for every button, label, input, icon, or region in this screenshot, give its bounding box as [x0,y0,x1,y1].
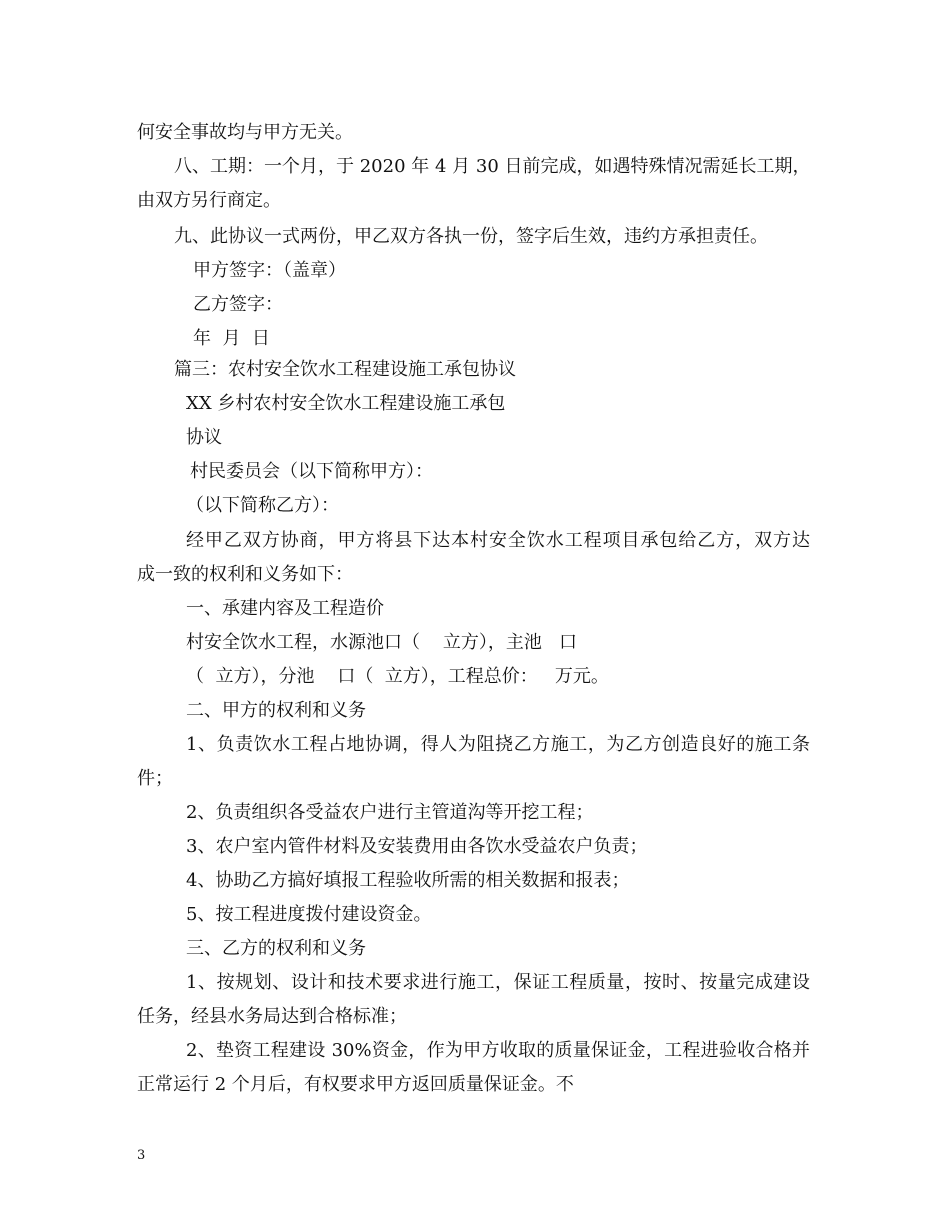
text-line: （ 立方），分池 口（ 立方），工程总价： 万元。 [186,666,609,687]
text-line: 成一致的权利和义务如下： [137,564,353,585]
text-line: 九、此协议一式两份，甲乙双方各执一份，签字后生效，违约方承担责任。 [174,226,768,247]
text-line: 何安全事故均与甲方无关。 [137,122,353,143]
text-line: 乙方签字： [193,294,283,315]
text-line: 4、协助乙方搞好填报工程验收所需的相关数据和报表； [186,870,630,891]
text-line: 3、农户室内管件材料及安装费用由各饮水受益农户负责； [186,836,648,857]
page-number: 3 [137,1148,146,1163]
section-heading: 篇三：农村安全饮水工程建设施工承包协议 [174,359,516,380]
text-line: 任务，经县水务局达到合格标准； [137,1006,407,1027]
text-line: 村安全饮水工程，水源池口（ 立方），主池 口 [186,632,578,653]
text-line: 5、按工程进度拨付建设资金。 [186,904,432,925]
text-line: （以下简称乙方）： [186,495,339,516]
text-line: 八、工期：一个月，于 2020 年 4 月 30 日前完成，如遇特殊情况需延长工期， [174,156,811,177]
text-line: 三、乙方的权利和义务 [186,938,366,959]
text-line: 甲方签字：（盖章） [193,260,346,281]
text-line: 经甲乙双方协商，甲方将县下达本村安全饮水工程项目承包给乙方，双方达 [186,530,810,551]
text-line: 2、垫资工程建设 30%资金，作为甲方收取的质量保证金，工程进验收合格并 [186,1040,810,1061]
text-line: 件； [137,768,173,789]
text-line: 1、按规划、设计和技术要求进行施工，保证工程质量，按时、按量完成建设 [186,972,810,993]
text-line: 一、承建内容及工程造价 [186,598,384,619]
text-line: 1、负责饮水工程占地协调，得人为阻挠乙方施工，为乙方创造良好的施工条 [186,734,810,755]
text-line: 二、甲方的权利和义务 [186,700,366,721]
document-title: XX 乡村农村安全饮水工程建设施工承包 [186,393,506,414]
text-line: 2、负责组织各受益农户进行主管道沟等开挖工程； [186,802,594,823]
text-line: 年 月 日 [193,328,270,349]
document-title: 协议 [186,427,222,448]
text-line: 村民委员会（以下简称甲方）： [190,461,433,482]
text-line: 由双方另行商定。 [137,190,281,211]
text-line: 正常运行 2 个月后，有权要求甲方返回质量保证金。不 [137,1074,574,1095]
